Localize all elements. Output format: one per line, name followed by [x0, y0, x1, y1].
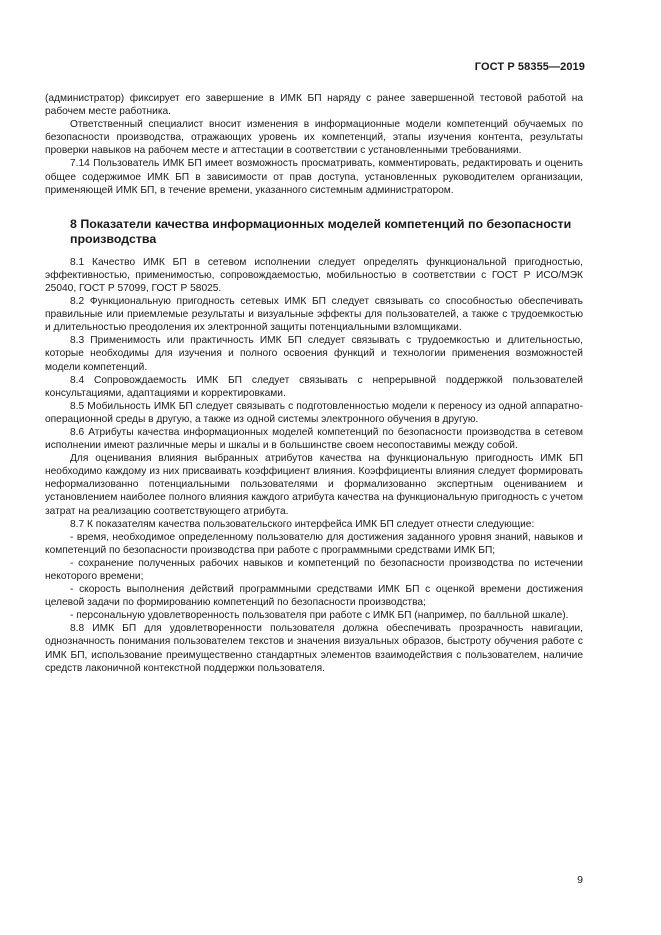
list-item: - персональную удовлетворенность пользователя при работе с ИМК БП (например, по балльной шкале).: [70, 610, 569, 622]
paragraph: 8.5 Мобильность ИМК БП следует связывать с подготовленностью модели к переносу из одной аппаратно-операционной среды в другую, а также из одной системы электронного обучения в другую.: [45, 400, 583, 425]
list-item: - скорость выполнения действий программными средствами ИМК БП с оценкой времени достижения целевой задачи по формированию компетенций по безопасности производства;: [45, 584, 583, 609]
document-code: ГОСТ Р 58355—2019: [474, 61, 585, 73]
paragraph: 8.2 Функциональную пригодность сетевых ИМК БП следует связывать со способностью обеспечивать правильные или приемлемые результаты и визуальные эффекты для пользователей, а также с трудоемкостью и длительностью преодоления их электронной защиты потенциальными взломщиками.: [45, 296, 583, 334]
list-item: - сохранение полученных рабочих навыков и компетенций по безопасности производства по истечении некоторого времени;: [45, 557, 583, 582]
paragraph: 8.3 Применимость или практичность ИМК БП следует связывать с трудоемкостью и длительностью, которые необходимы для изучения и полного освоения функций и технологии применения возможностей модели компетенций.: [45, 335, 583, 373]
paragraph: Для оценивания влияния выбранных атрибутов качества на функциональную пригодность ИМК БП необходимо каждому из них присваивать коэффициент влияния. Коэффициенты влияния следует формировать неформализованно потенциальными пользователями и формализованно экспертным оцениванием и установлением наиболее полного влияния каждого атрибута качества на функциональную пригодность с учетом затрат на реализацию соответствующего атрибута.: [45, 453, 583, 517]
document-body: [45, 92, 583, 675]
page-number: 9: [577, 874, 583, 886]
section-heading: 8 Показатели качества информационных моделей компетенций по безопасности производства: [70, 216, 572, 246]
paragraph: 8.1 Качество ИМК БП в сетевом исполнении следует определять функциональной пригодностью, эффективностью, применимостью, сопровождаемостью, мобильностью в соответствии с ГОСТ Р ИСО/МЭК 25040, ГОСТ Р 57099, ГОСТ Р 58025.: [45, 256, 583, 294]
paragraph: 8.6 Атрибуты качества информационных моделей компетенций по безопасности производства в сетевом исполнении имеют различные меры и шкалы и в большинстве своем несопоставимы между собой.: [45, 426, 583, 452]
paragraph: 8.4 Сопровождаемость ИМК БП следует связывать с непрерывной поддержкой пользователей консультациями, адаптациями и корректировками.: [45, 374, 583, 399]
paragraph: (администратор) фиксирует его завершение в ИМК БП наряду с ранее завершенной тестовой работой на рабочем месте работника.: [45, 93, 583, 118]
paragraph: Ответственный специалист вносит изменения в информационные модели компетенций обучаемых по безопасности производства, отражающих уровень их компетенций, этапы изучения контента, результаты проверки навыков на рабочем месте и аттестации в соответствии с установленными требованиями.: [45, 119, 583, 157]
paragraph: 7.14 Пользователь ИМК БП имеет возможность просматривать, комментировать, редактировать и оценить общее содержимое ИМК БП в зависимости от прав доступа, установленных руководителем организации, применяющей ИМК БП, в течение времени, указанного системным администратором.: [45, 158, 583, 196]
list-item: - время, необходимое определенному пользователю для достижения заданного уровня знаний, навыков и компетенций по безопасности производства при работе с программными средствами ИМК БП;: [45, 531, 583, 556]
paragraph: 8.8 ИМК БП для удовлетворенности пользователя должна обеспечивать прозрачность навигации, однозначность понимания пользователем текстов и значения визуальных образов, быстроту обучения работе с ИМК БП, использование преимущественно стандартных элементов взаимодействия с пользователем, наличие средств лаконичной контекстной поддержки пользователя.: [45, 623, 583, 674]
paragraph: 8.7 К показателям качества пользовательского интерфейса ИМК БП следует отнести следующие:: [70, 518, 535, 530]
